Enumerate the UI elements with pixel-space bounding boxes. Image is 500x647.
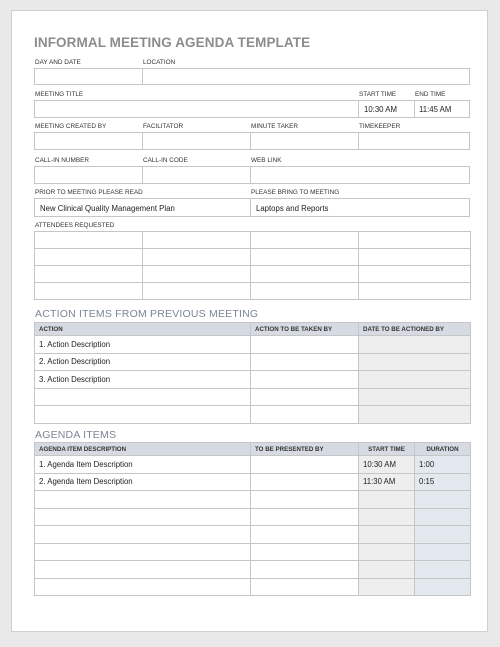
web-link-label: WEB LINK	[251, 157, 282, 164]
agenda-duration-cell[interactable]	[415, 561, 471, 579]
action-description-cell[interactable]: 2. Action Description	[35, 353, 251, 371]
attendee-cell[interactable]	[35, 266, 143, 283]
agenda-start-time-cell[interactable]	[359, 578, 415, 596]
agenda-item-row	[35, 473, 471, 491]
agenda-items-header-row	[35, 443, 471, 456]
agenda-item-row	[35, 543, 471, 561]
presented-by-cell[interactable]	[251, 561, 359, 579]
agenda-item-row	[35, 526, 471, 544]
date-actioned-by-header: DATE TO BE ACTIONED BY	[359, 323, 471, 336]
action-description-cell[interactable]: 1. Action Description	[35, 336, 251, 354]
action-taken-by-cell[interactable]	[251, 388, 359, 406]
date-actioned-by-cell[interactable]	[359, 371, 471, 389]
meeting-created-by-label: MEETING CREATED BY	[35, 123, 107, 130]
attendee-cell[interactable]	[359, 266, 471, 283]
attendee-cell[interactable]	[251, 232, 359, 249]
prior-to-meeting-value: New Clinical Quality Management Plan	[40, 204, 175, 213]
presented-by-cell[interactable]	[251, 491, 359, 509]
attendee-cell[interactable]	[251, 283, 359, 300]
action-header: ACTION	[35, 323, 251, 336]
action-taken-by-cell[interactable]	[251, 371, 359, 389]
timekeeper-field[interactable]	[358, 132, 470, 150]
presented-by-cell[interactable]	[251, 526, 359, 544]
end-time-value: 11:45 AM	[419, 105, 452, 114]
agenda-description-cell[interactable]	[35, 491, 251, 509]
agenda-item-row	[35, 491, 471, 509]
minute-taker-field[interactable]	[250, 132, 359, 150]
meeting-created-by-field[interactable]	[34, 132, 143, 150]
start-time-header: START TIME	[359, 443, 415, 456]
date-actioned-by-cell[interactable]	[359, 353, 471, 371]
action-item-row	[35, 371, 471, 389]
attendee-cell[interactable]	[143, 249, 251, 266]
duration-header: DURATION	[415, 443, 471, 456]
action-taken-by-cell[interactable]	[251, 353, 359, 371]
minute-taker-label: MINUTE TAKER	[251, 123, 298, 130]
agenda-description-cell[interactable]	[35, 526, 251, 544]
agenda-start-time-cell[interactable]: 11:30 AM	[359, 473, 415, 491]
agenda-duration-cell[interactable]: 1:00	[415, 456, 471, 474]
presented-by-cell[interactable]	[251, 473, 359, 491]
attendee-cell[interactable]	[359, 232, 471, 249]
location-label: LOCATION	[143, 59, 176, 66]
date-actioned-by-cell[interactable]	[359, 406, 471, 424]
meeting-title-field[interactable]	[34, 100, 359, 118]
action-description-cell[interactable]	[35, 388, 251, 406]
agenda-item-row	[35, 456, 471, 474]
attendees-row	[35, 283, 471, 300]
day-and-date-label: DAY AND DATE	[35, 59, 81, 66]
day-and-date-field[interactable]	[34, 68, 143, 85]
presented-by-cell[interactable]	[251, 456, 359, 474]
action-item-row	[35, 353, 471, 371]
attendee-cell[interactable]	[359, 283, 471, 300]
attendee-cell[interactable]	[143, 266, 251, 283]
agenda-item-row	[35, 561, 471, 579]
start-time-label: START TIME	[359, 91, 397, 98]
agenda-item-row	[35, 578, 471, 596]
action-items-table	[34, 322, 471, 424]
agenda-start-time-cell[interactable]	[359, 508, 415, 526]
agenda-description-cell[interactable]	[35, 508, 251, 526]
presented-by-cell[interactable]	[251, 543, 359, 561]
agenda-item-row	[35, 508, 471, 526]
location-field[interactable]	[142, 68, 470, 85]
agenda-description-cell[interactable]	[35, 578, 251, 596]
agenda-description-cell[interactable]: 2. Agenda Item Description	[35, 473, 251, 491]
start-time-value: 10:30 AM	[364, 105, 397, 114]
attendee-cell[interactable]	[35, 283, 143, 300]
agenda-items-section-title: AGENDA ITEMS	[35, 429, 117, 441]
attendees-row	[35, 249, 471, 266]
call-in-number-field[interactable]	[34, 166, 143, 184]
presented-by-cell[interactable]	[251, 508, 359, 526]
agenda-duration-cell[interactable]	[415, 526, 471, 544]
attendee-cell[interactable]	[35, 249, 143, 266]
call-in-code-field[interactable]	[142, 166, 251, 184]
meeting-title-label: MEETING TITLE	[35, 91, 84, 98]
please-bring-value: Laptops and Reports	[256, 204, 329, 213]
action-items-header-row	[35, 323, 471, 336]
date-actioned-by-cell[interactable]	[359, 336, 471, 354]
action-items-section-title: ACTION ITEMS FROM PREVIOUS MEETING	[35, 308, 259, 320]
agenda-start-time-cell[interactable]	[359, 543, 415, 561]
attendee-cell[interactable]	[251, 249, 359, 266]
agenda-description-cell[interactable]	[35, 561, 251, 579]
date-actioned-by-cell[interactable]	[359, 388, 471, 406]
attendee-cell[interactable]	[35, 232, 143, 249]
attendee-cell[interactable]	[143, 232, 251, 249]
facilitator-field[interactable]	[142, 132, 251, 150]
timekeeper-label: TIMEKEEPER	[359, 123, 401, 130]
web-link-field[interactable]	[250, 166, 470, 184]
prior-to-meeting-label: PRIOR TO MEETING PLEASE READ	[35, 189, 143, 196]
agenda-items-table	[34, 442, 471, 596]
page-title: INFORMAL MEETING AGENDA TEMPLATE	[34, 35, 311, 50]
agenda-start-time-cell[interactable]	[359, 561, 415, 579]
agenda-description-cell[interactable]	[35, 543, 251, 561]
action-description-cell[interactable]: 3. Action Description	[35, 371, 251, 389]
action-item-row	[35, 336, 471, 354]
end-time-label: END TIME	[415, 91, 446, 98]
facilitator-label: FACILITATOR	[143, 123, 184, 130]
call-in-number-label: CALL-IN NUMBER	[35, 157, 89, 164]
presented-by-cell[interactable]	[251, 578, 359, 596]
action-description-cell[interactable]	[35, 406, 251, 424]
action-taken-by-cell[interactable]	[251, 336, 359, 354]
attendees-label: ATTENDEES REQUESTED	[35, 222, 115, 229]
attendees-row	[35, 232, 471, 249]
action-item-row	[35, 388, 471, 406]
agenda-duration-cell[interactable]: 0:15	[415, 473, 471, 491]
agenda-duration-cell[interactable]	[415, 543, 471, 561]
attendees-table	[34, 231, 471, 300]
attendee-cell[interactable]	[251, 266, 359, 283]
call-in-code-label: CALL-IN CODE	[143, 157, 188, 164]
action-taken-by-header: ACTION TO BE TAKEN BY	[251, 323, 359, 336]
agenda-description-cell[interactable]: 1. Agenda Item Description	[35, 456, 251, 474]
action-item-row	[35, 406, 471, 424]
agenda-start-time-cell[interactable]	[359, 491, 415, 509]
agenda-duration-cell[interactable]	[415, 491, 471, 509]
agenda-duration-cell[interactable]	[415, 508, 471, 526]
presented-by-header: TO BE PRESENTED BY	[251, 443, 359, 456]
agenda-start-time-cell[interactable]: 10:30 AM	[359, 456, 415, 474]
action-taken-by-cell[interactable]	[251, 406, 359, 424]
agenda-item-description-header: AGENDA ITEM DESCRIPTION	[35, 443, 251, 456]
attendees-row	[35, 266, 471, 283]
agenda-start-time-cell[interactable]	[359, 526, 415, 544]
attendee-cell[interactable]	[359, 249, 471, 266]
attendee-cell[interactable]	[143, 283, 251, 300]
agenda-duration-cell[interactable]	[415, 578, 471, 596]
please-bring-label: PLEASE BRING TO MEETING	[251, 189, 340, 196]
